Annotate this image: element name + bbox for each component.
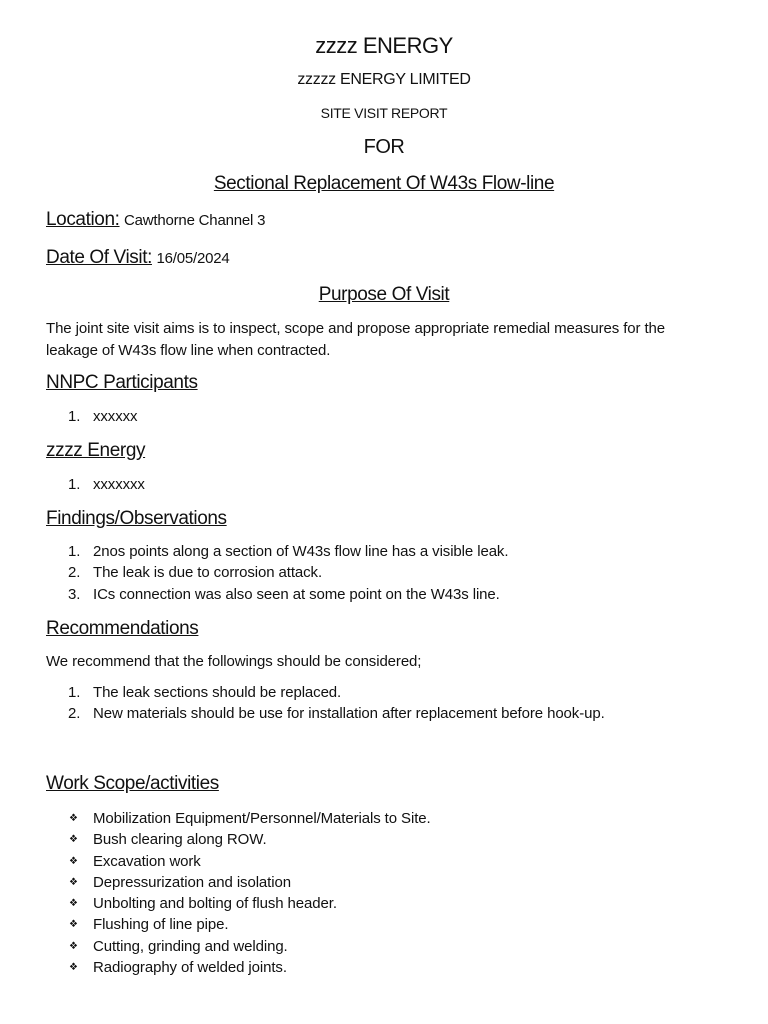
purpose-text: The joint site visit aims is to inspect, scope and propose appropriate remedial measures for the leakage of W43s flow line when contracted. (46, 320, 666, 359)
list-item: ❖ Flushing of line pipe. (68, 914, 431, 935)
recommendations-list (68, 682, 605, 725)
date-line (46, 247, 230, 269)
company-short-name: zzzz ENERGY (315, 33, 453, 58)
list-item: ❖ Excavation work (68, 851, 431, 872)
diamond-bullet-icon: ❖ (69, 813, 78, 824)
diamond-bullet-icon: ❖ (69, 898, 78, 910)
report-type: SITE VISIT REPORT (320, 105, 448, 121)
diamond-bullet-icon: ❖ (69, 919, 78, 931)
date-value: 16/05/2024 (156, 250, 230, 267)
list-item: 1. xxxxxx (68, 408, 138, 425)
workscope-list (68, 808, 431, 978)
diamond-bullet-icon: ❖ (69, 855, 78, 867)
list-item: 1. The leak sections should be replaced. (68, 684, 342, 701)
list-item: ❖ Bush clearing along ROW. (68, 829, 431, 850)
findings-list (68, 541, 508, 605)
list-item: 2. The leak is due to corrosion attack. (68, 564, 323, 582)
date-label: Date Of Visit: (46, 247, 152, 268)
workscope-heading: Work Scope/activities (46, 773, 219, 794)
list-item: ❖ Unbolting and bolting of flush header. (68, 893, 431, 914)
diamond-bullet-icon: ❖ (69, 834, 78, 846)
location-value: Cawthorne Channel 3 (123, 212, 266, 229)
zzzz-list (68, 474, 145, 495)
list-item: 1. 2nos points along a section of W43s flow line has a visible leak. (68, 543, 509, 560)
nnpc-heading: NNPC Participants (46, 372, 198, 393)
zzzz-heading: zzzz Energy (46, 440, 146, 461)
list-item: 3. ICs connection was also seen at some point on the W43s line. (68, 585, 500, 603)
purpose-heading: Purpose Of Visit (318, 284, 450, 305)
nnpc-list (68, 406, 137, 427)
recommendations-heading: Recommendations (46, 618, 199, 639)
location-label: Location: (46, 209, 120, 230)
diamond-bullet-icon: ❖ (69, 876, 78, 888)
diamond-bullet-icon: ❖ (69, 940, 78, 952)
list-item: ❖ Cutting, grinding and welding. (68, 936, 431, 957)
for-label: FOR (363, 136, 405, 158)
report-subject: Sectional Replacement Of W43s Flow-line (213, 173, 555, 194)
list-item: ❖ Radiography of welded joints. (68, 957, 431, 978)
list-item: 1. xxxxxxx (68, 476, 145, 493)
recommendations-intro: We recommend that the followings should be considered; (46, 653, 422, 670)
location-line (46, 209, 265, 231)
findings-heading: Findings/Observations (46, 508, 227, 529)
company-full-name: zzzzz ENERGY LIMITED (297, 71, 471, 88)
list-item: ❖ Depressurization and isolation (68, 872, 431, 893)
list-item: ❖ Mobilization Equipment/Personnel/Materials to Site. (68, 808, 431, 829)
diamond-bullet-icon: ❖ (69, 962, 78, 974)
list-item: 2. New materials should be use for installation after replacement before hook-up. (68, 705, 605, 723)
